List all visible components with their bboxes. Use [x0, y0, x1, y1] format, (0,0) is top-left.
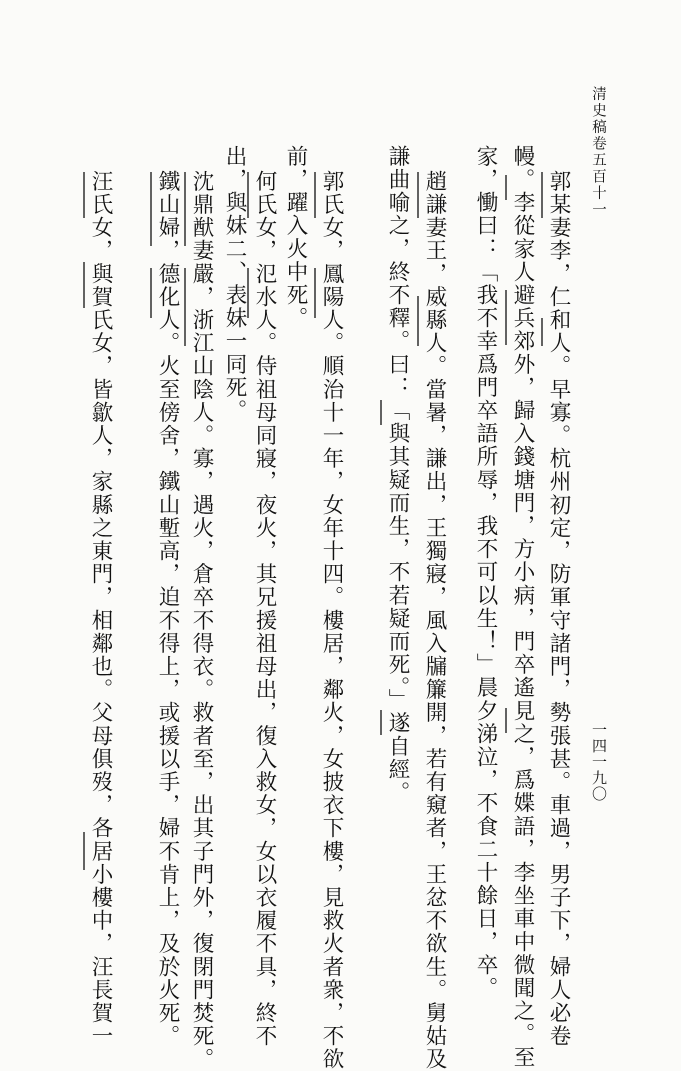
text-column-9: 出，與妹二、表妹一同死。	[222, 145, 247, 423]
page-number: 一四一九〇	[590, 722, 608, 802]
text-column-12: 汪氏女，與賀氏女，皆歙人，家縣之東門，相鄰也。父母俱歿，各居小樓中，汪長賀一	[88, 170, 113, 1048]
text-column-5: 謙曲喻之，終不釋。曰：「與其疑而生，不若疑而死。」遂自經。	[385, 145, 410, 805]
text-column-2: 幔。李從家人避兵郊外，歸入錢塘門，方小病，門卒遙見之，爲媟語，李坐車中微聞之。至	[510, 145, 535, 1069]
text-column-6: 郭氏女，鳳陽人。順治十一年，女年十四。樓居，鄰火，女披衣下樓，見救火者衆，不欲	[319, 170, 344, 1071]
text-column-10: 沈鼎猷妻嚴，浙江山陰人。寡，遇火，倉卒不得衣。救者至，出其子門外，復閉門焚死。	[189, 170, 214, 1071]
text-column-8: 何氏女，氾水人。侍祖母同寢，夜火，其兄援祖母出，復入救女，女以衣履不具，終不	[252, 170, 277, 1048]
text-column-4: 趙謙妻王，威縣人。當暑，謙出，王獨寢，風入牖簾開，若有窺者，王忿不欲生。舅姑及	[422, 170, 447, 1071]
text-column-11: 鐵山婦，德化人。火至傍舍，鐵山塹高，迫不得上，或援以手，婦不肯上，及於火死。	[155, 170, 180, 1048]
text-column-3: 家，慟曰：「我不幸爲門卒語所辱，我不可以生！」晨夕涕泣，不食二十餘日，卒。	[473, 145, 498, 1000]
text-column-7: 前，躍入火中死。	[283, 145, 308, 330]
book-title-header: 清史稿卷五百十一	[590, 86, 606, 218]
text-column-1: 郭某妻李，仁和人。早寡。杭州初定，防軍守諸門，勢張甚。車過，男子下，婦人必卷	[546, 170, 571, 1048]
